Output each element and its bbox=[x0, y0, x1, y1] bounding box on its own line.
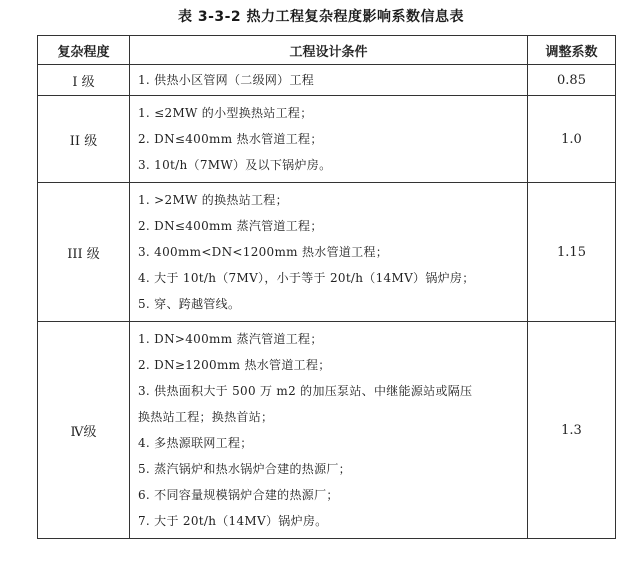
conditions-cell bbox=[130, 65, 528, 96]
header-conditions: 工程设计条件 bbox=[130, 36, 528, 65]
coefficient-cell: 1.15 bbox=[528, 183, 616, 322]
condition-item: 3. 供热面积大于 500 万 m2 的加压泵站、中继能源站或隔压 bbox=[138, 384, 473, 398]
table-row bbox=[38, 96, 616, 183]
condition-item: 1. ≤2MW 的小型换热站工程； bbox=[138, 106, 313, 120]
level-cell: II 级 bbox=[38, 96, 130, 183]
condition-item: 3. 10t/h（7MW）及以下锅炉房。 bbox=[138, 158, 332, 172]
condition-item: 5. 穿、跨越管线。 bbox=[138, 297, 241, 311]
conditions-cell bbox=[130, 96, 528, 183]
conditions-cell bbox=[130, 183, 528, 322]
level-cell: Ⅳ级 bbox=[38, 322, 130, 539]
table-row bbox=[38, 65, 616, 96]
level-cell: III 级 bbox=[38, 183, 130, 322]
condition-item: 1. 供热小区管网（二级网）工程 bbox=[138, 73, 315, 87]
coefficient-table bbox=[37, 35, 616, 539]
condition-item: 6. 不同容量规模锅炉合建的热源厂； bbox=[138, 488, 339, 502]
level-cell: I 级 bbox=[38, 65, 130, 96]
conditions-cell bbox=[130, 322, 528, 539]
condition-item: 换热站工程；换热首站； bbox=[138, 410, 274, 424]
condition-item: 4. 大于 10t/h（7MV），小于等于 20t/h（14MV）锅炉房； bbox=[138, 271, 475, 285]
condition-item: 2. DN≥1200mm 热水管道工程； bbox=[138, 358, 331, 372]
header-row bbox=[38, 36, 616, 65]
table-row bbox=[38, 322, 616, 539]
condition-item: 5. 蒸汽锅炉和热水锅炉合建的热源厂； bbox=[138, 462, 351, 476]
condition-item: 1. DN>400mm 蒸汽管道工程； bbox=[138, 332, 323, 346]
header-coefficient: 调整系数 bbox=[528, 36, 616, 65]
condition-item: 3. 400mm<DN<1200mm 热水管道工程； bbox=[138, 245, 389, 259]
condition-item: 2. DN≤400mm 热水管道工程； bbox=[138, 132, 323, 146]
header-level: 复杂程度 bbox=[38, 36, 130, 65]
table-row bbox=[38, 183, 616, 322]
condition-item: 2. DN≤400mm 蒸汽管道工程； bbox=[138, 219, 323, 233]
condition-item: 1. >2MW 的换热站工程； bbox=[138, 193, 288, 207]
coefficient-cell: 0.85 bbox=[528, 65, 616, 96]
condition-item: 4. 多热源联网工程； bbox=[138, 436, 253, 450]
coefficient-cell: 1.3 bbox=[528, 322, 616, 539]
coefficient-cell: 1.0 bbox=[528, 96, 616, 183]
condition-item: 7. 大于 20t/h（14MV）锅炉房。 bbox=[138, 514, 328, 528]
table-title: 表 3-3-2 热力工程复杂程度影响系数信息表 bbox=[177, 9, 465, 25]
